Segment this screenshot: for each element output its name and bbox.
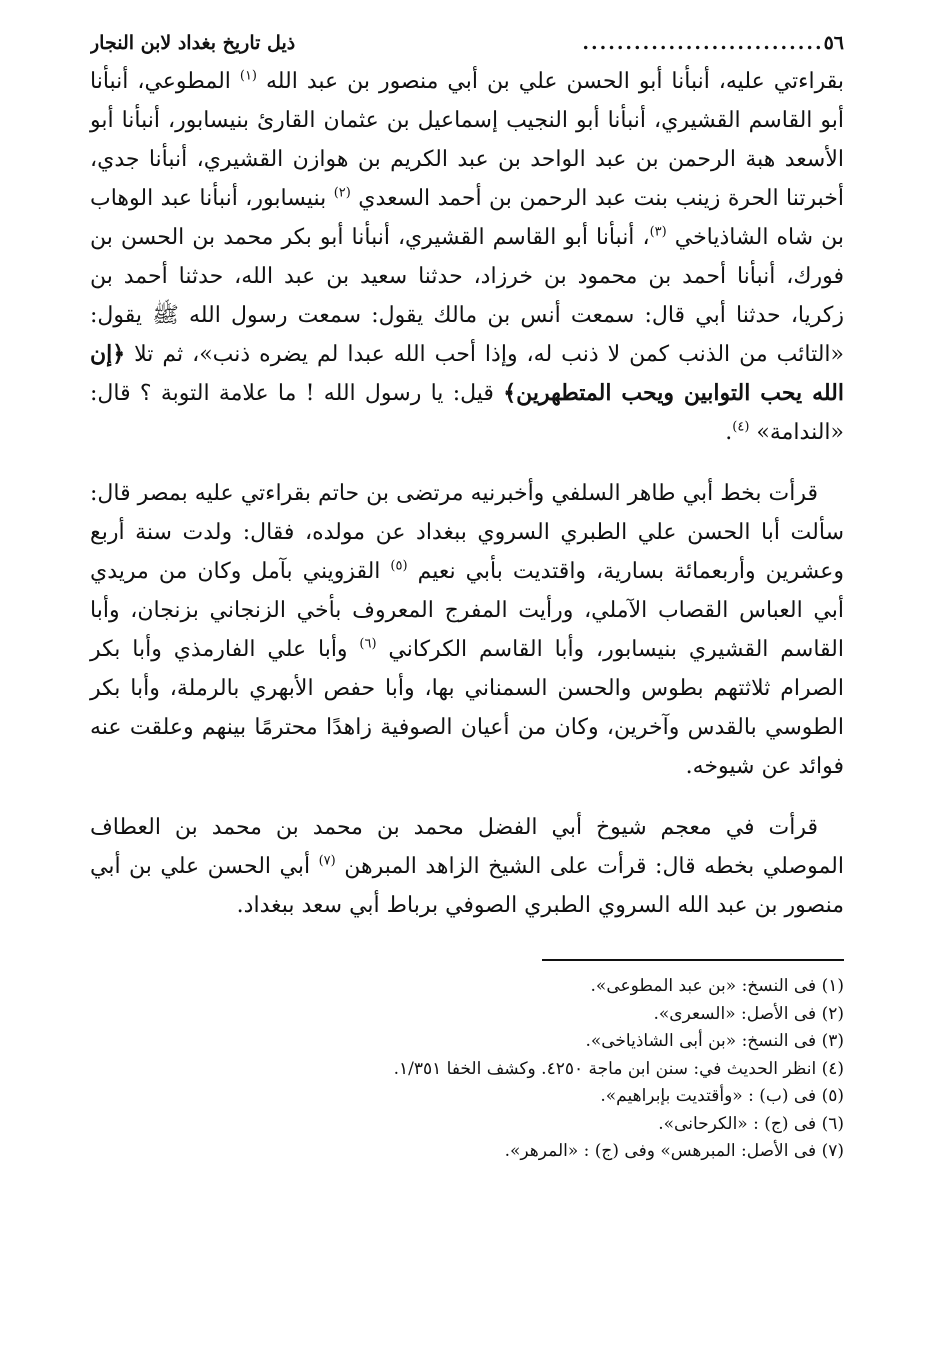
footnote: (١) فى النسخ: «بن عبد المطوعى».: [590, 976, 844, 996]
paragraph-text: أبي الحسن علي بن أبي منصور بن عبد الله السروي الطبري الصوفي برباط أبي سعد ببغداد.: [90, 854, 844, 918]
footnote: (٧) فى الأصل: المبرهس» وفى (ج) : «المرهر».: [504, 1141, 844, 1161]
paragraph-text: .: [725, 420, 733, 445]
footnote-ref: (٧): [318, 853, 336, 869]
paragraph-text: ، أنبأنا أبو القاسم القشيري، أنبأنا أبو بكر محمد بن الحسن بن فورك، أنبأنا أحمد بن محمود بن خرزاد، حدثنا سعيد بن عبد الله، حدثنا أحمد بن زكريا، حدثنا أبي قال: سمعت أنس بن مالك يقول: سمعت رسول الله ﷺ يقول: «التائب من الذنب كمن لا ذنب له، وإذا أحب الله عبدا لم يضره ذنب»، ثم تلا: [90, 225, 844, 367]
paragraph-text: القزويني بآمل وكان من مريدي أبي العباس القصاب الآملي، ورأيت المفرج المعروف بأخي الزنجاني بزنجان، وأبا القاسم القشيري بنيسابور، وأبا القاسم الكركاني: [90, 559, 844, 662]
paragraph-1: [90, 62, 844, 452]
running-title: ذيل تاريخ بغداد لابن النجار: [90, 32, 296, 54]
paragraph-text: قيل: يا رسول الله ! ما علامة التوبة ؟ قال: «الندامة»: [90, 381, 844, 445]
footnote: (٦) فى (ج) : «الكرحانى».: [658, 1113, 844, 1134]
footnote: (٥) فى (ب) : «وأقتديت بإبراهيم».: [600, 1086, 844, 1106]
paragraph-3: [90, 808, 844, 925]
leader-dots: ............................: [582, 32, 824, 54]
quran-verse: ﴿إن الله يحب التوابين ويحب المتطهرين﴾: [90, 341, 844, 406]
footnote: (٣) فى النسخ: «بن أبى الشاذياخى».: [585, 1031, 844, 1051]
footnote-ref: (٦): [359, 636, 377, 652]
paragraph-text: قرأت في معجم شيوخ أبي الفضل محمد بن محمد بن محمد بن العطاف الموصلي بخطه قال: قرأت على الشيخ الزاهد المبرهن: [90, 815, 844, 879]
footnote-ref: (١): [239, 68, 257, 84]
footnote-divider: [542, 959, 844, 961]
footnote: (٤) انظر الحديث في: سنن ابن ماجة ٤٢٥٠. وكشف الخفا ١/٣٥١.: [393, 1058, 844, 1079]
footnote-ref: (٢): [333, 185, 351, 201]
paragraph-text: بنيسابور، أنبأنا عبد الوهاب بن شاه الشاذياخي: [90, 186, 845, 250]
footnote: (٢) فى الأصل: «السعرى».: [653, 1003, 844, 1024]
footnotes-list: [90, 973, 844, 1166]
page-number: ٥٦: [823, 32, 844, 54]
footnote-ref: (٣): [649, 224, 667, 240]
running-head: [90, 28, 844, 58]
paragraph-2: [90, 474, 844, 786]
footnote-ref: (٤): [732, 419, 750, 435]
paragraph-text: قرأت بخط أبي طاهر السلفي وأخبرنيه مرتضى بن حاتم بقراءتي عليه بمصر قال: سألت أبا الحسن علي الطبري السروي ببغداد عن مولده، فقال: ولدت سنة أربع وعشرين وأربعمائة بسارية، واقتديت بأبي نعيم: [90, 481, 844, 584]
footnote-ref: (٥): [390, 558, 408, 574]
paragraph-text: بقراءتي عليه، أنبأنا أبو الحسن علي بن أبي منصور بن عبد الله: [257, 69, 844, 94]
paragraph-text: المطوعي، أنبأنا أبو القاسم القشيري، أنبأنا أبو النجيب إسماعيل بن عثمان القارئ بنيسابور، أنبأنا أبو الأسعد هبة الرحمن بن عبد الواحد بن عبد الكريم بن هوازن القشيري، أنبأنا جدي، أخبرتنا الحرة زينب بنت عبد الرحمن بن أحمد السعدي: [90, 69, 844, 211]
paragraph-text: وأبا علي الفارمذي وأبا بكر الصرام ثلاثتهم بطوس والحسن السمناني بها، وأبا حفص الأبهري بالرملة، وأبا بكر الطوسي بالقدس وآخرين، وكان من أعيان الصوفية زاهدًا محترمًا بينهم وعلقت عنه فوائد عن شيوخه.: [90, 637, 844, 779]
